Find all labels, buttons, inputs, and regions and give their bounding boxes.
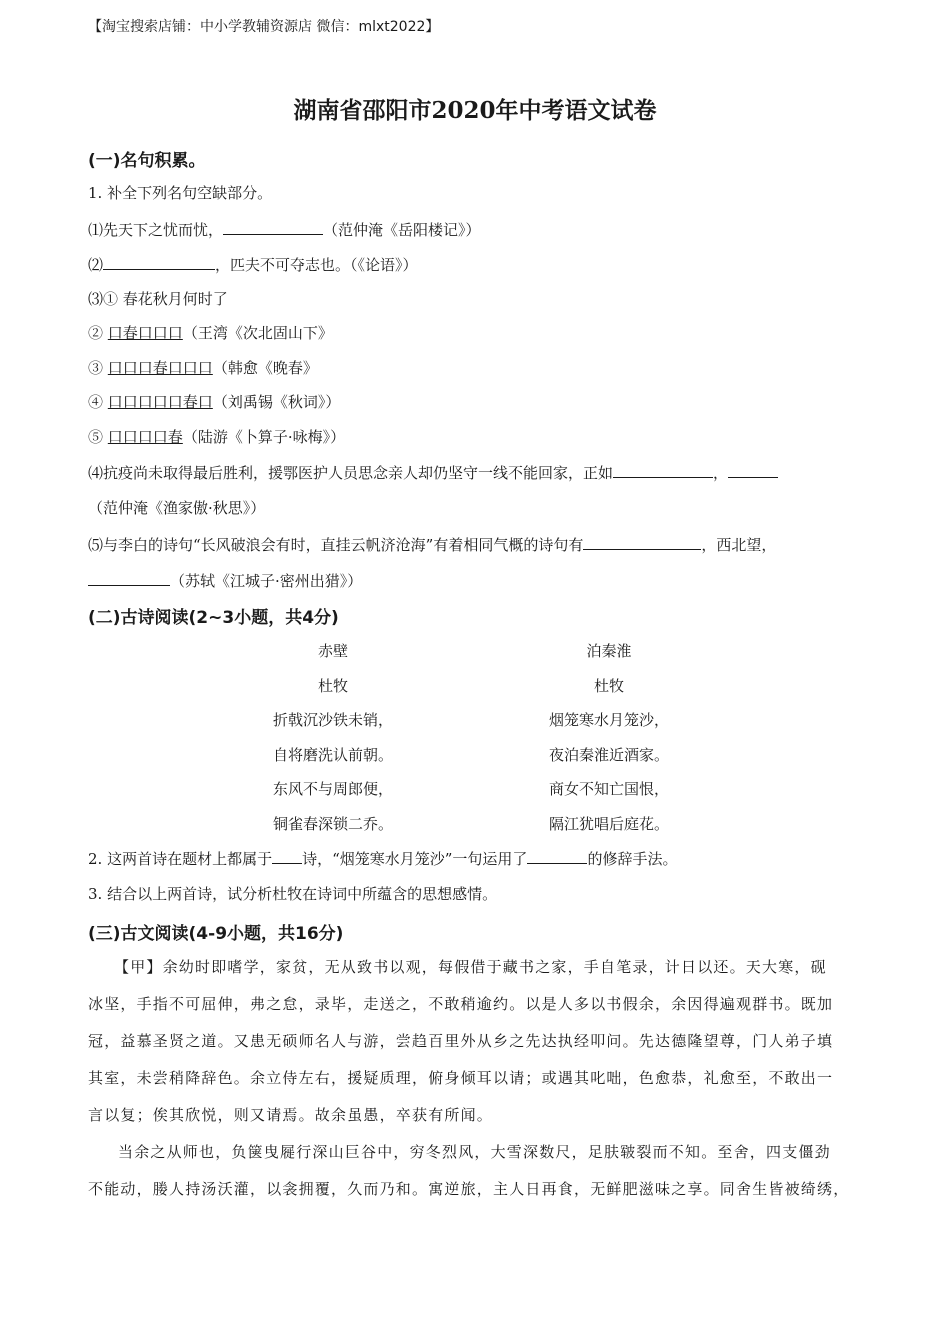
passage-line: 不能动，媵人持汤沃灌，以衾拥覆，久而乃和。寓逆旅，主人日再食，无鲜肥滋味之享。同舍生皆被绮绣， [88, 1180, 850, 1198]
circle-number: ④ [88, 393, 104, 411]
circle-number: ⑤ [88, 428, 104, 446]
answer-blank[interactable] [103, 253, 215, 270]
poem1-line: 折戟沉沙铁未销， [272, 711, 393, 729]
item-4-text: ⑷抗疫尚未取得最后胜利，援鄂医护人员思念亲人却仍坚守一线不能回家，正如 [88, 464, 614, 482]
item-3-2-blank-text: 口春口口口 [107, 324, 183, 342]
poem2-line: 隔江犹唱后庭花。 [548, 815, 669, 833]
item-3-4-blank-text: 口口口口口春口 [107, 393, 213, 411]
circle-number: ② [88, 324, 104, 342]
passage-line: 冰坚，手指不可屈伸，弗之怠，录毕，走送之，不敢稍逾约。以是人多以书假余，余因得遍观群书。既加 [88, 995, 834, 1013]
item-3-2-source: （王湾《次北固山下》 [182, 324, 333, 342]
question-2-text: 的修辞手法。 [587, 850, 678, 868]
item-3-5-source: （陆游《卜算子·咏梅》） [182, 428, 346, 446]
item-5-text: ⑸与李白的诗句“长风破浪会有时，直挂云帆济沧海”有着相同气概的诗句有 [88, 536, 584, 554]
item-3-3-source: （韩愈《晚春》 [212, 359, 318, 377]
item-3-5 [88, 426, 345, 447]
item-4-source: （范仲淹《渔家傲·秋思》） [88, 499, 266, 517]
item-3-4-source: （刘禹锡《秋词》） [212, 393, 341, 411]
poem1-author: 杜牧 [317, 677, 348, 695]
poem1-line: 自将磨洗认前朝。 [272, 746, 393, 764]
passage-line: 当余之从师也，负箧曳屣行深山巨谷中，穷冬烈风，大雪深数尺，足肤皲裂而不知。至舍，四支僵劲 [118, 1143, 831, 1161]
section2-heading: (二)古诗阅读(2~3小题，共4分) [88, 608, 339, 628]
poem2-line: 商女不知亡国恨， [548, 780, 669, 798]
item-3-2 [88, 322, 333, 343]
poem2-line: 夜泊秦淮近酒家。 [548, 746, 669, 764]
item-3-5-blank-text: 口口口口春 [107, 428, 183, 446]
answer-blank[interactable] [613, 461, 713, 478]
answer-blank[interactable] [88, 569, 170, 586]
section1-heading: (一)名句积累。 [88, 151, 206, 171]
answer-blank[interactable] [728, 461, 778, 478]
question-2-text: 2. 这两首诗在题材上都属于 [88, 850, 273, 868]
poem1-title: 赤壁 [317, 642, 348, 660]
question-2-text: 诗，“烟笼寒水月笼沙”一句运用了 [302, 850, 528, 868]
item-3-3-blank-text: 口口口春口口口 [107, 359, 213, 377]
answer-blank[interactable] [223, 218, 323, 235]
question-2 [88, 847, 677, 869]
poem2-line: 烟笼寒水月笼沙， [548, 711, 669, 729]
poem1-line: 铜雀春深锁二乔。 [272, 815, 393, 833]
poem2-title: 泊秦淮 [586, 642, 632, 660]
item-4-comma: ， [713, 464, 729, 482]
answer-blank[interactable] [272, 847, 302, 864]
item-1 [88, 218, 481, 240]
item-4 [88, 461, 778, 483]
passage-line: 言以复；俟其欣悦，则又请焉。故余虽愚，卒获有所闻。 [88, 1106, 494, 1124]
item-3-3 [88, 357, 318, 378]
question-3: 3. 结合以上两首诗，试分析杜牧在诗词中所蕴含的思想感情。 [88, 885, 498, 903]
item-1-source: （范仲淹《岳阳楼记》） [323, 221, 481, 239]
item-3-4 [88, 391, 340, 412]
item-2-source: ，匹夫不可夺志也。（《论语》） [215, 256, 418, 274]
answer-blank[interactable] [527, 847, 587, 864]
answer-blank[interactable] [583, 533, 701, 550]
passage-line: 冠，益慕圣贤之道。又患无硕师名人与游，尝趋百里外从乡之先达执经叩问。先达德隆望尊，门人弟子填 [88, 1032, 834, 1050]
item-3: ⑶① 春花秋月何时了 [88, 290, 228, 308]
item-5 [88, 533, 776, 555]
item-5-mid: ，西北望， [701, 536, 777, 554]
passage-line: 其室，未尝稍降辞色。余立侍左右，援疑质理，俯身倾耳以请；或遇其叱咄，色愈恭，礼愈至，不敢出一 [88, 1069, 834, 1087]
item-5-line2 [88, 569, 362, 591]
poem2-author: 杜牧 [593, 677, 624, 695]
poem1-line: 东风不与周郎便， [272, 780, 393, 798]
item-5-source: （苏轼《江城子·密州出猎》） [170, 572, 363, 590]
passage-line: 【甲】余幼时即嗜学，家贫，无从致书以观，每假借于藏书之家，手自笔录，计日以还。天大寒，砚 [114, 958, 827, 976]
item-2-text: ⑵ [88, 256, 104, 274]
question-1: 1. 补全下列名句空缺部分。 [88, 184, 273, 202]
page-title: 湖南省邵阳市2020年中考语文试卷 [293, 97, 657, 124]
circle-number: ③ [88, 359, 104, 377]
section3-heading: (三)古文阅读(4-9小题，共16分) [88, 924, 344, 944]
page-header: 【淘宝搜索店铺：中小学教辅资源店 微信：mlxt2022】 [88, 19, 440, 35]
item-1-text: ⑴先天下之忧而忧， [88, 221, 224, 239]
item-2 [88, 253, 418, 275]
